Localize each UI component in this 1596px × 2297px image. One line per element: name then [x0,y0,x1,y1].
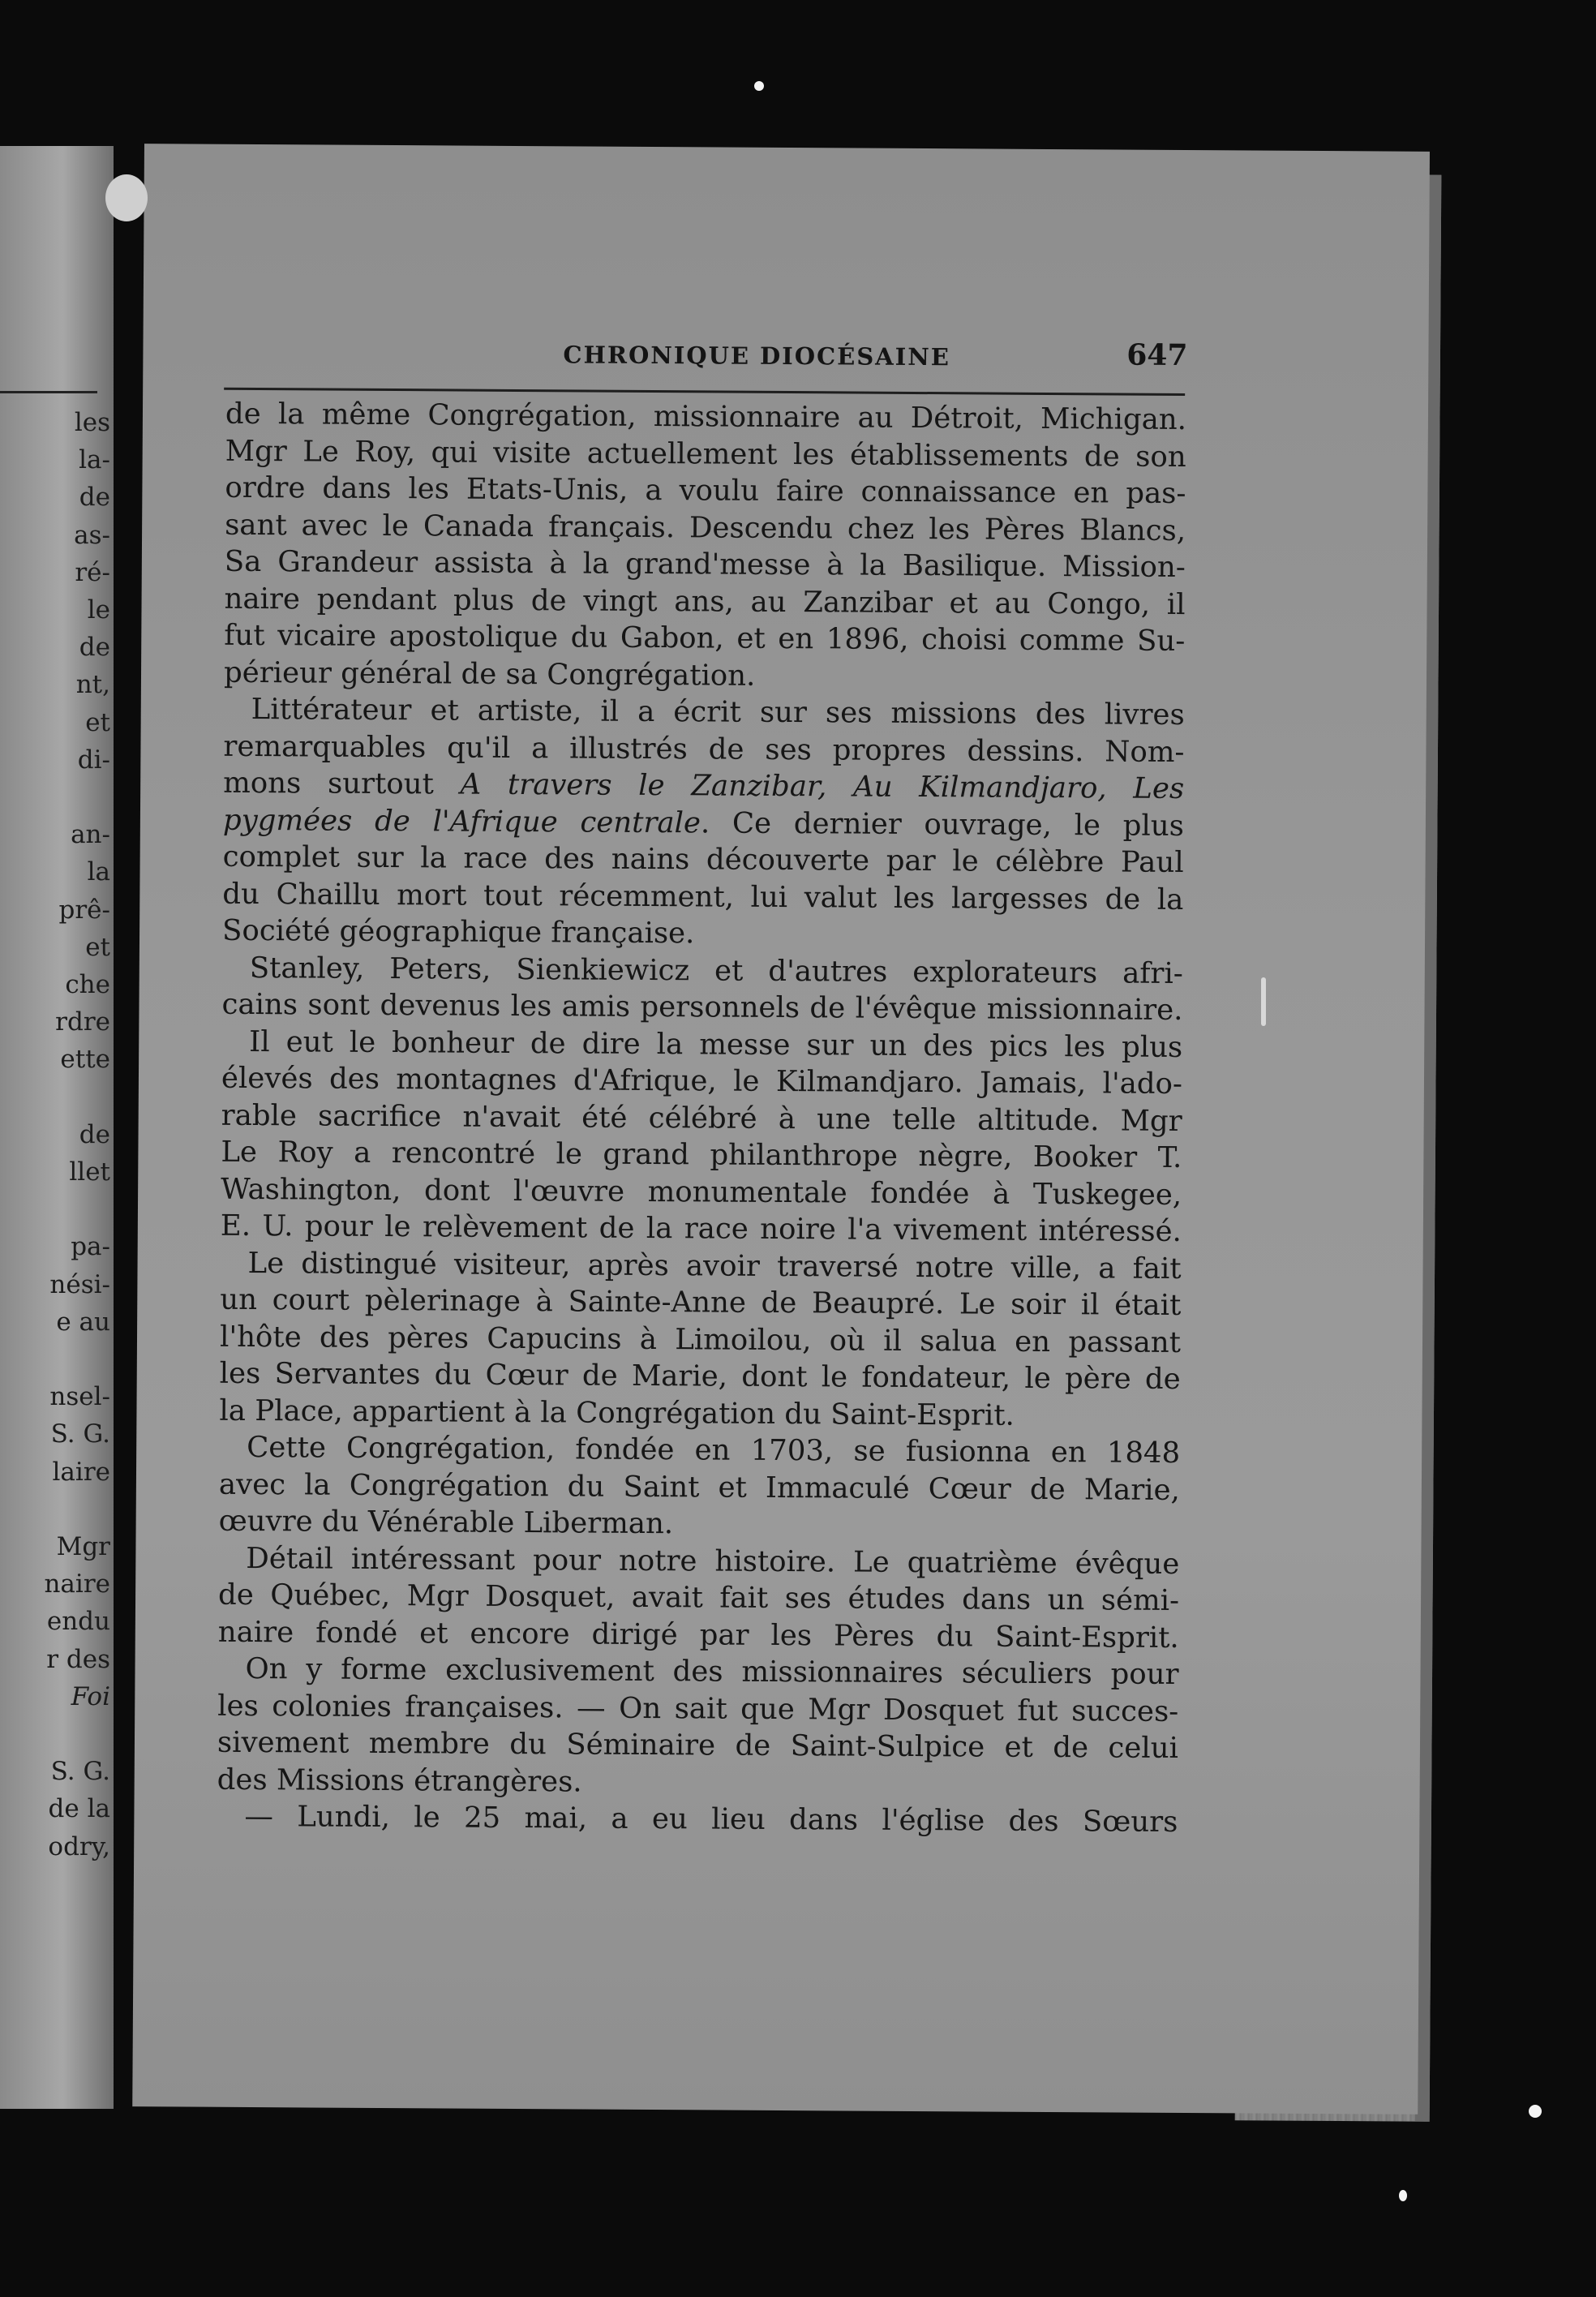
left-page-line: de [79,1119,110,1149]
left-page-line: odry, [48,1831,110,1861]
left-page-line: e au [56,1307,110,1337]
left-page-line: an- [71,820,110,850]
left-page-line: pa- [71,1232,110,1262]
text-line: Le distingué visiteur, après avoir traversé notre ville, a fait [247,1246,1182,1286]
text-line: du Chaillu mort tout récemment, lui valut les largesses de la [222,877,1184,917]
left-page-line: de [79,633,110,663]
text-line: œuvre du Vénérable Liberman. [218,1504,674,1541]
text-line: E. U. pour le relèvement de la race noire l'a vivement intéressé. [220,1209,1182,1248]
text-line: périeur général de sa Congrégation. [223,655,756,693]
text-line: fut vicaire apostolique du Gabon, et en 1896, choisi comme Su- [224,618,1186,659]
page-header [230,339,1187,387]
left-page-line: la- [79,445,110,475]
left-page-line: et [85,932,110,962]
text-line: les Servantes du Cœur de Marie, dont le fondateur, le père de [219,1356,1181,1396]
text-line: naire fondé et encore dirigé par les Pères du Saint-Esprit. [217,1615,1179,1655]
left-page-line: naire [44,1569,110,1599]
text-line: élevés des montagnes d'Afrique, le Kilmandjaro. Jamais, l'ado- [221,1061,1183,1101]
text-line: Littérateur et artiste, il a écrit sur ses missions des livres [251,692,1185,732]
dust-speck [754,81,764,91]
text-line: Washington, dont l'œuvre monumentale fondée à Tuskegee, [221,1172,1182,1212]
left-page-line: ré- [75,557,110,587]
left-page-line: de [79,483,110,513]
dust-speck [1399,2190,1407,2201]
text-line: On y forme exclusivement des missionnaires séculiers pour [245,1651,1179,1691]
text-line: mons surtout A travers le Zanzibar, Au Kilmandjaro, Les [223,766,1185,806]
text-line: — Lundi, le 25 mai, a eu lieu dans l'église des Sœurs [244,1799,1178,1839]
left-page-line: Foi [71,1681,110,1711]
text-line: naire pendant plus de vingt ans, au Zanzibar et au Congo, il [224,582,1186,621]
text-line: Sa Grandeur assista à la grand'messe à la Basilique. Mission- [224,544,1186,585]
text-line: avec la Congrégation du Saint et Immaculé Cœur de Marie, [218,1467,1181,1507]
text-line: sant avec le Canada français. Descendu chez les Pères Blancs, [225,508,1186,547]
dust-speck [1529,2105,1542,2118]
text-line: rable sacrifice n'avait été célébré à une telle altitude. Mgr [221,1098,1182,1138]
text-line: un court pèlerinage à Sainte-Anne de Beaupré. Le soir il était [220,1282,1182,1322]
left-page-line: S. G. [50,1757,110,1787]
left-page-line: nési- [49,1269,110,1299]
book-page [132,144,1430,2115]
text-line: Il eut le bonheur de dire la messe sur un des pics les plus [249,1024,1183,1064]
left-facing-page [0,146,114,2109]
text-line: cains sont devenus les amis personnels de l'évêque missionnaire. [221,987,1183,1028]
body-text [217,396,1186,1841]
dust-speck [105,174,148,221]
text-line: complet sur la race des nains découverte par le célèbre Paul [222,839,1184,880]
left-page-line: la [87,857,110,887]
left-page-line: les [74,408,110,437]
text-line: de la même Congrégation, missionnaire au Détroit, Michigan. [225,397,1187,437]
left-page-line: le [87,595,110,625]
left-page-line: che [65,970,110,999]
text-line: pygmées de l'Afrique centrale. Ce dernier ouvrage, le plus [222,803,1185,843]
left-page-line: r des [46,1644,110,1674]
header-rule [224,388,1185,396]
left-page-line: rdre [55,1007,110,1037]
text-line: Stanley, Peters, Sienkiewicz et d'autres explorateurs afri- [249,951,1183,990]
left-page-line: di- [77,745,110,775]
left-page-line: de la [48,1794,110,1824]
text-line: Le Roy a rencontré le grand philanthrope nègre, Booker T. [221,1135,1182,1174]
text-line: remarquables qu'il a illustrés de ses propres dessins. Nom- [223,729,1185,769]
text-line: sivement membre du Séminaire de Saint-Sulpice et de celui [217,1725,1179,1765]
text-line: Détail intéressant pour notre histoire. Le quatrième évêque [246,1541,1180,1581]
text-line: des Missions étrangères. [217,1762,582,1798]
text-line: ordre dans les Etats-Unis, a voulu faire connaissance en pas- [225,470,1186,511]
left-page-line: prê- [58,895,110,925]
text-line: de Québec, Mgr Dosquet, avait fait ses études dans un sémi- [217,1578,1180,1617]
text-line: la Place, appartient à la Congrégation du Saint-Esprit. [219,1393,1015,1432]
text-line: Mgr Le Roy, qui visite actuellement les établissements de son [225,434,1186,474]
left-page-rule [0,391,97,393]
left-page-line: S. G. [50,1419,110,1449]
text-line: les colonies françaises. — On sait que Mgr Dosquet fut succes- [217,1689,1179,1728]
text-line: Société géographique française. [221,913,695,951]
left-page-line: endu [46,1607,110,1637]
running-head: CHRONIQUE DIOCÉSAINE [563,341,950,371]
page-number: 647 [1126,337,1188,373]
left-page-line: nsel- [49,1382,110,1412]
left-page-line: laire [52,1457,110,1487]
left-page-line: nt, [75,670,110,700]
left-page-line: Mgr [56,1532,110,1561]
left-page-line: et [85,707,110,737]
left-page-line: llet [69,1157,110,1187]
text-line: Cette Congrégation, fondée en 1703, se fusionna en 1848 [247,1430,1181,1470]
left-page-line: ette [60,1045,110,1075]
text-line: l'hôte des pères Capucins à Limoilou, où il salua en passant [219,1320,1182,1359]
left-page-line: as- [74,520,110,550]
dust-speck [1261,977,1266,1026]
